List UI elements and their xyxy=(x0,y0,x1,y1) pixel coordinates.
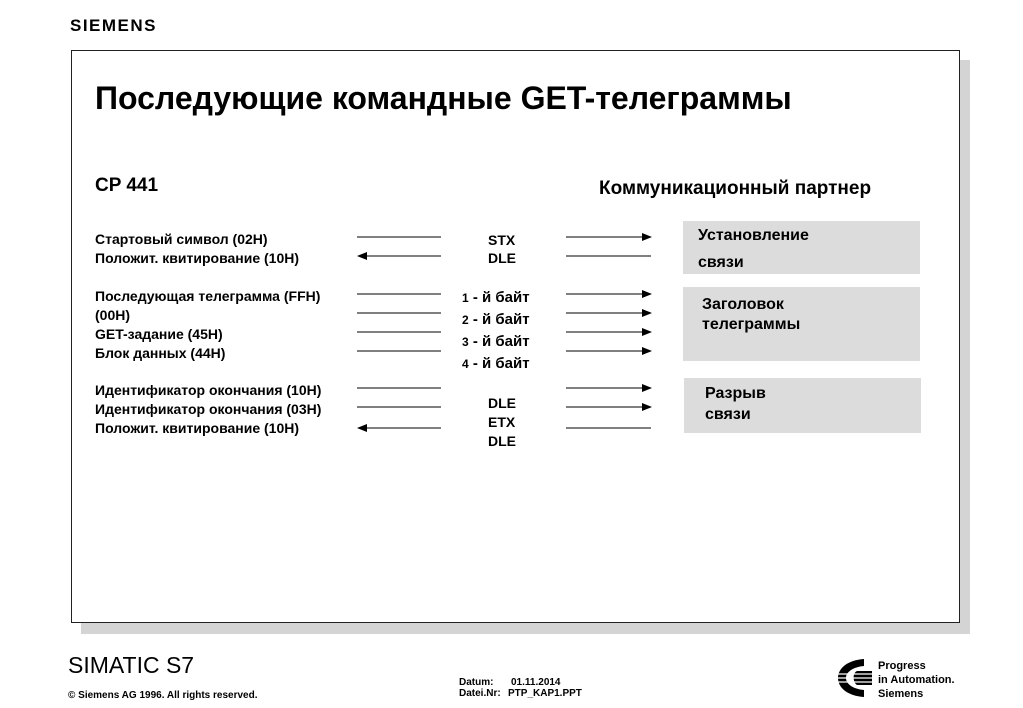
slogan-line-1: Progress xyxy=(878,660,926,672)
mid-etx: ETX xyxy=(488,414,516,430)
mid-dle-2: DLE xyxy=(488,395,516,411)
mid-dle-1: DLE xyxy=(488,250,516,266)
box-disconnect-line1: Разрыв xyxy=(705,385,766,402)
byte-2-text: - й байт xyxy=(468,311,530,328)
byte-4-text: - й байт xyxy=(468,355,530,372)
label-ack-2: Положит. квитирование (10H) xyxy=(95,420,300,436)
mid-stx: STX xyxy=(488,232,516,248)
label-follow-telegram: Последующая телеграмма (FFH) xyxy=(95,288,321,304)
byte-2-number: 2 xyxy=(462,313,469,327)
slogan-line-3: Siemens xyxy=(878,688,924,700)
box-header xyxy=(683,287,920,361)
label-get-task: GET-задание (45H) xyxy=(95,326,223,342)
byte-1-number: 1 xyxy=(462,291,469,305)
box-connect xyxy=(683,221,920,274)
left-header: CP 441 xyxy=(95,175,159,196)
datum-value: 01.11.2014 xyxy=(511,677,561,688)
label-end-id-03h: Идентификатор окончания (03H) xyxy=(95,401,322,417)
label-end-id-10h: Идентификатор окончания (10H) xyxy=(95,382,322,398)
datei-value: PTP_KAP1.PPT xyxy=(508,688,582,699)
byte-3-number: 3 xyxy=(462,335,469,349)
label-start-symbol: Стартовый символ (02H) xyxy=(95,231,268,247)
copyright: © Siemens AG 1996. All rights reserved. xyxy=(68,690,258,701)
label-00h: (00H) xyxy=(95,307,131,323)
box-header-line2: телеграммы xyxy=(702,316,801,333)
mid-dle-3: DLE xyxy=(488,433,516,449)
byte-4-number: 4 xyxy=(462,357,469,371)
product-name: SIMATIC S7 xyxy=(68,652,195,678)
byte-1-text: - й байт xyxy=(468,289,530,306)
siemens-progress-icon xyxy=(836,657,874,699)
box-disconnect-line2: связи xyxy=(705,406,751,423)
box-connect-line1: Установление xyxy=(698,227,809,244)
label-data-block: Блок данных (44H) xyxy=(95,345,226,361)
datei-label: Datei.Nr: xyxy=(459,688,501,699)
box-header-line1: Заголовок xyxy=(702,296,784,313)
label-ack-1: Положит. квитирование (10H) xyxy=(95,250,300,266)
slogan-line-2: in Automation. xyxy=(878,674,955,686)
slide-title: Последующие командные GET-телеграммы xyxy=(95,80,792,116)
datum-label: Datum: xyxy=(459,677,494,688)
box-connect-line2: связи xyxy=(698,254,744,271)
box-disconnect xyxy=(684,378,921,433)
right-header: Коммуникационный партнер xyxy=(599,178,872,199)
slogan xyxy=(878,659,955,701)
siemens-logo-text: SIEMENS xyxy=(70,16,158,35)
byte-3-text: - й байт xyxy=(468,333,530,350)
